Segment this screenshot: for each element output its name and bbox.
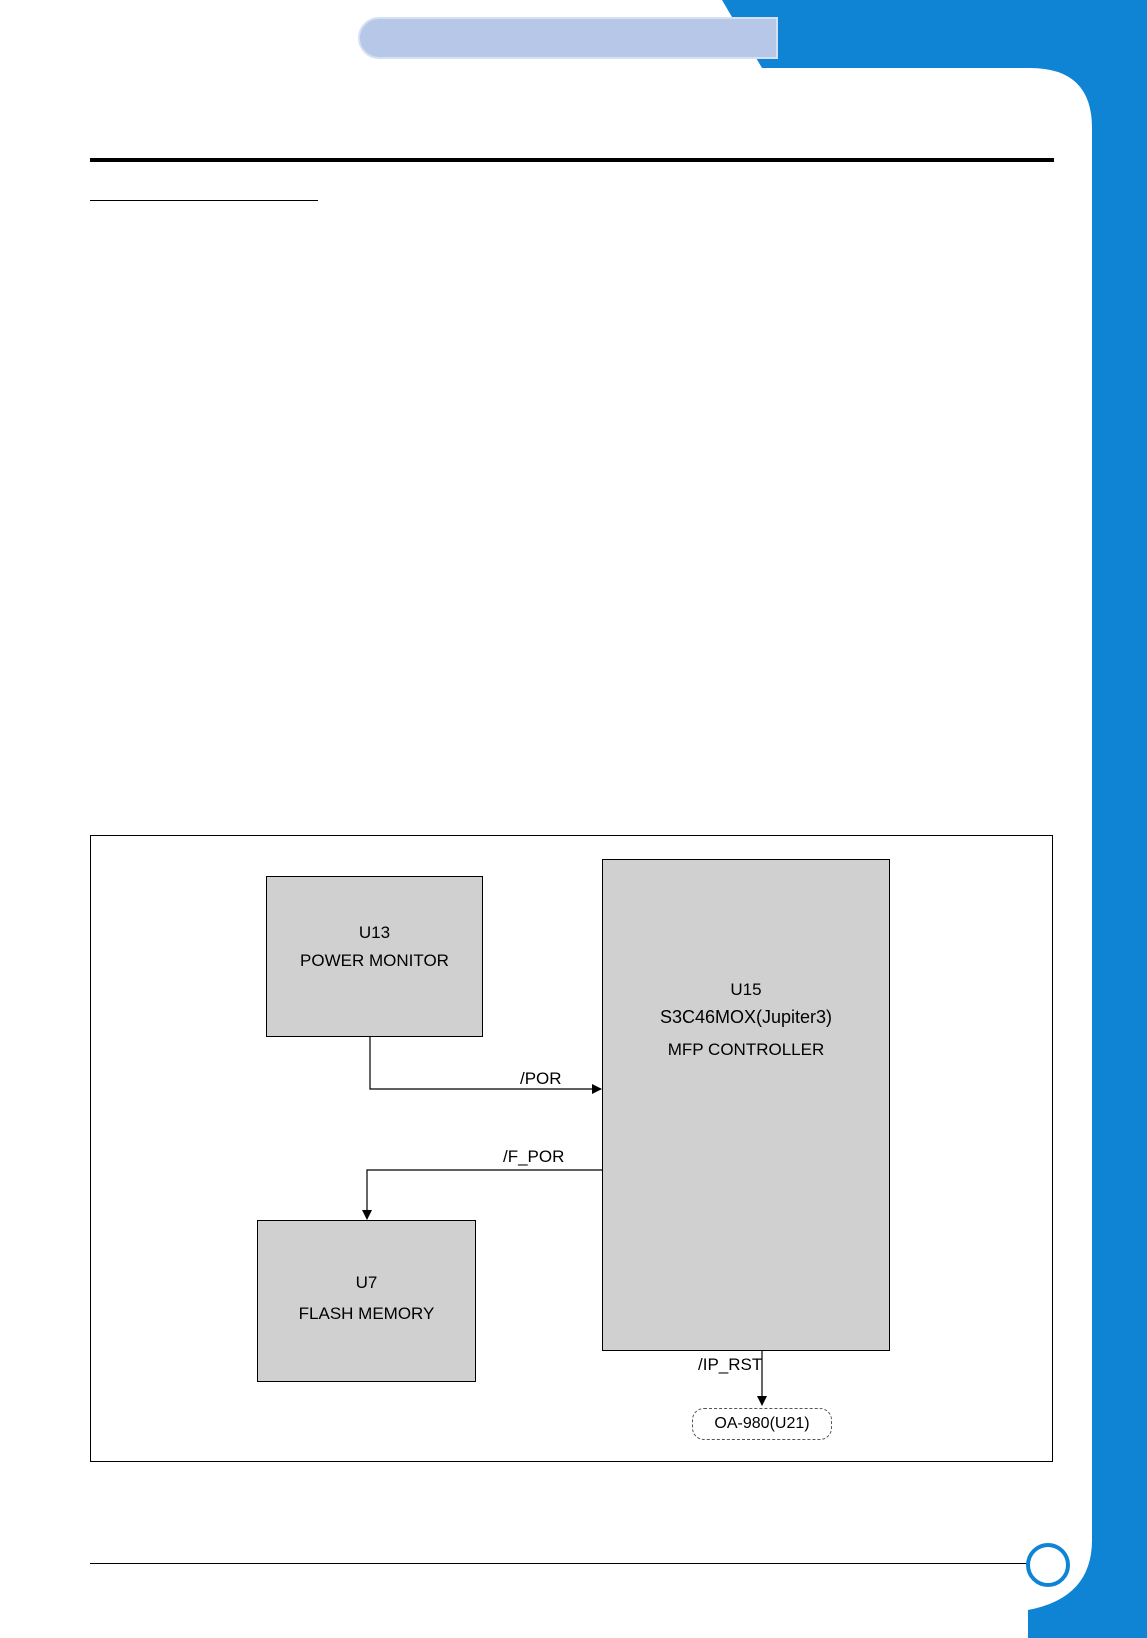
footer-rule — [90, 1563, 1027, 1564]
title-rule — [90, 158, 1054, 162]
u13-power-monitor-block — [266, 876, 483, 1037]
u15-ref: U15 — [730, 980, 762, 999]
u7-ref: U7 — [355, 1273, 378, 1292]
u13-ref: U13 — [358, 923, 391, 942]
subtitle-rule — [90, 200, 318, 201]
u7-flash-memory-block — [257, 1220, 476, 1382]
signal-ip-rst-label: /IP_RST — [698, 1355, 763, 1374]
signal-por-label: /POR — [520, 1069, 562, 1088]
u15-part: S3C46MOX(Jupiter3) — [659, 1007, 833, 1027]
u15-mfp-controller-block — [602, 859, 890, 1351]
wire-por — [370, 1036, 601, 1089]
signal-f-por-label: /F_POR — [503, 1147, 565, 1166]
diagram-wires — [91, 836, 1054, 1463]
header-tab — [358, 17, 778, 59]
reset-block-diagram — [90, 835, 1053, 1462]
oa980-u21-node: OA-980(U21) — [692, 1408, 832, 1440]
u15-name: MFP CONTROLLER — [667, 1040, 825, 1059]
wire-f-por — [367, 1170, 602, 1219]
u7-name: FLASH MEMORY — [298, 1304, 435, 1323]
u13-name: POWER MONITOR — [300, 951, 449, 970]
page-number-circle — [1026, 1543, 1070, 1587]
